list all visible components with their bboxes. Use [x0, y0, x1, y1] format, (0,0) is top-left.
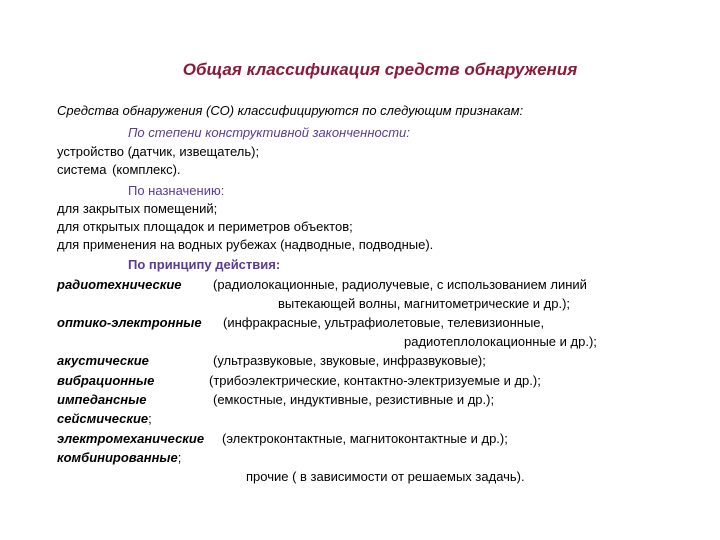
- desc-impedance: (емкостные, индуктивные, резистивные и др.);: [213, 392, 495, 407]
- desc-vibration: (трибоэлектрические, контактно-электризуемые и др.);: [209, 373, 541, 388]
- term-vibration: вибрационные: [57, 373, 155, 388]
- heading-construction: По степени конструктивной законченности:: [128, 125, 410, 140]
- item-seismic: [57, 411, 152, 427]
- item-other: прочие ( в зависимости от решаемых задачь).: [246, 469, 525, 484]
- desc-radio: (радиолокационные, радиолучевые, с использованием линий: [213, 277, 587, 292]
- item-indoor: для закрытых помещений;: [57, 201, 218, 216]
- heading-purpose: По назначению:: [128, 183, 225, 198]
- term-electromech: электромеханические: [57, 431, 205, 446]
- desc-acoustic: (ультразвуковые, звуковые, инфразвуковые);: [213, 353, 486, 368]
- item-water: для применения на водных рубежах (надводные, подводные).: [57, 237, 434, 252]
- term-acoustic: акустические: [57, 353, 149, 368]
- desc-radio-cont: вытекающей волны, магнитометрические и др.);: [278, 296, 571, 311]
- term-impedance: импедансные: [57, 392, 147, 407]
- seismic-suffix: ;: [148, 411, 152, 426]
- intro-text: Средства обнаружения (СО) классифицируются по следующим признакам:: [57, 103, 524, 118]
- desc-optical: (инфракрасные, ультрафиолетовые, телевизионные,: [223, 315, 545, 330]
- combined-suffix: ;: [177, 450, 182, 465]
- slide-title: Общая классификация средств обнаружения: [182, 60, 578, 79]
- term-optical: оптико-электронные: [57, 315, 202, 330]
- desc-optical-cont: радиотеплолокационные и др.);: [404, 334, 597, 349]
- term-seismic: сейсмические: [57, 411, 149, 426]
- desc-electromech: (электроконтактные, магнитоконтактные и др.);: [222, 431, 508, 446]
- item-system: система (комплекс).: [57, 162, 181, 177]
- term-combined: комбинированные: [57, 450, 178, 465]
- item-device: устройство (датчик, извещатель);: [57, 144, 260, 159]
- heading-principle: По принципу действия:: [128, 257, 281, 272]
- item-outdoor: для открытых площадок и периметров объектов;: [57, 219, 353, 234]
- item-combined: [57, 450, 181, 466]
- term-radio: радиотехнические: [57, 277, 182, 292]
